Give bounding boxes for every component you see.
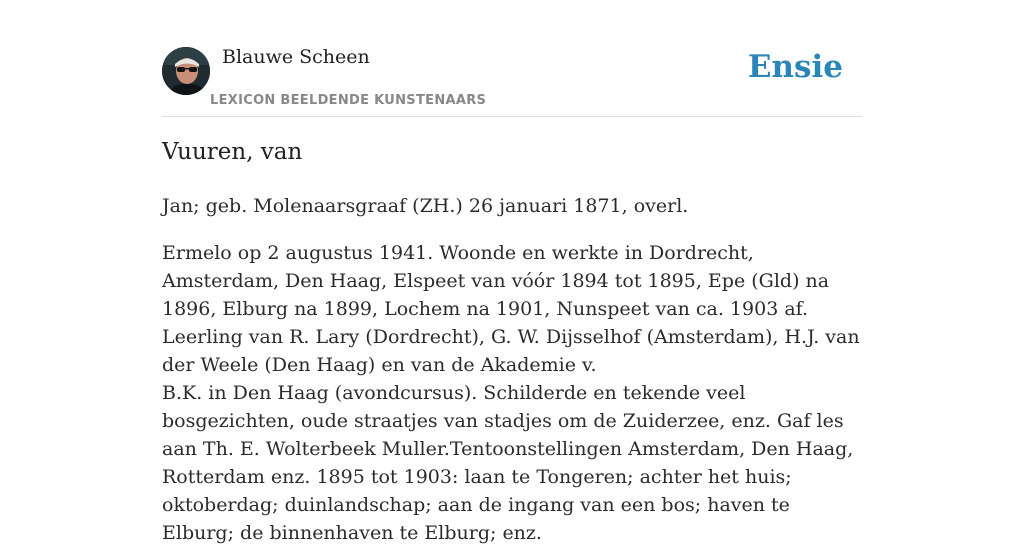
article-paragraph: Ermelo op 2 augustus 1941. Woonde en werkte in Dordrecht, Amsterdam, Den Haag, Elspeet van vóór 1894 tot 1895, Epe (Gld) na 1896, Elburg na 1899, Lochem na 1901, Nunspeet van ca. 1903 af. Leerling van R. Lary (Dordrecht), G. W. Dijsselhof (Amsterdam), H.J. van der Weele (Den Haag) en van de Akademie v.: [162, 242, 860, 376]
article-paragraph: B.K. in Den Haag (avondcursus). Schilderde en tekende veel bosgezichten, oude straatjes van stadjes om de Zuiderzee, enz. Gaf les aan Th. E. Wolterbeek Muller.Tentoonstellingen Amsterdam, Den Haag, Rotterdam enz. 1895 tot 1903: laan te Tongeren; achter het huis; oktoberdag; duinlandschap; aan de ingang van een bos; haven te Elburg; de binnenhaven te Elburg; enz.: [162, 382, 854, 544]
author-name[interactable]: Blauwe Scheen: [222, 46, 370, 68]
page-title: Vuuren, van: [162, 139, 303, 165]
avatar-image: [162, 47, 210, 95]
publication-name[interactable]: LEXICON BEELDENDE KUNSTENAARS: [210, 93, 487, 108]
page: [162, 0, 862, 544]
brand-logo[interactable]: Ensie: [747, 49, 843, 85]
article-paragraph: Jan; geb. Molenaarsgraaf (ZH.) 26 januari 1871, overl.: [162, 195, 689, 217]
article-header: [162, 0, 862, 117]
avatar[interactable]: [162, 47, 210, 95]
